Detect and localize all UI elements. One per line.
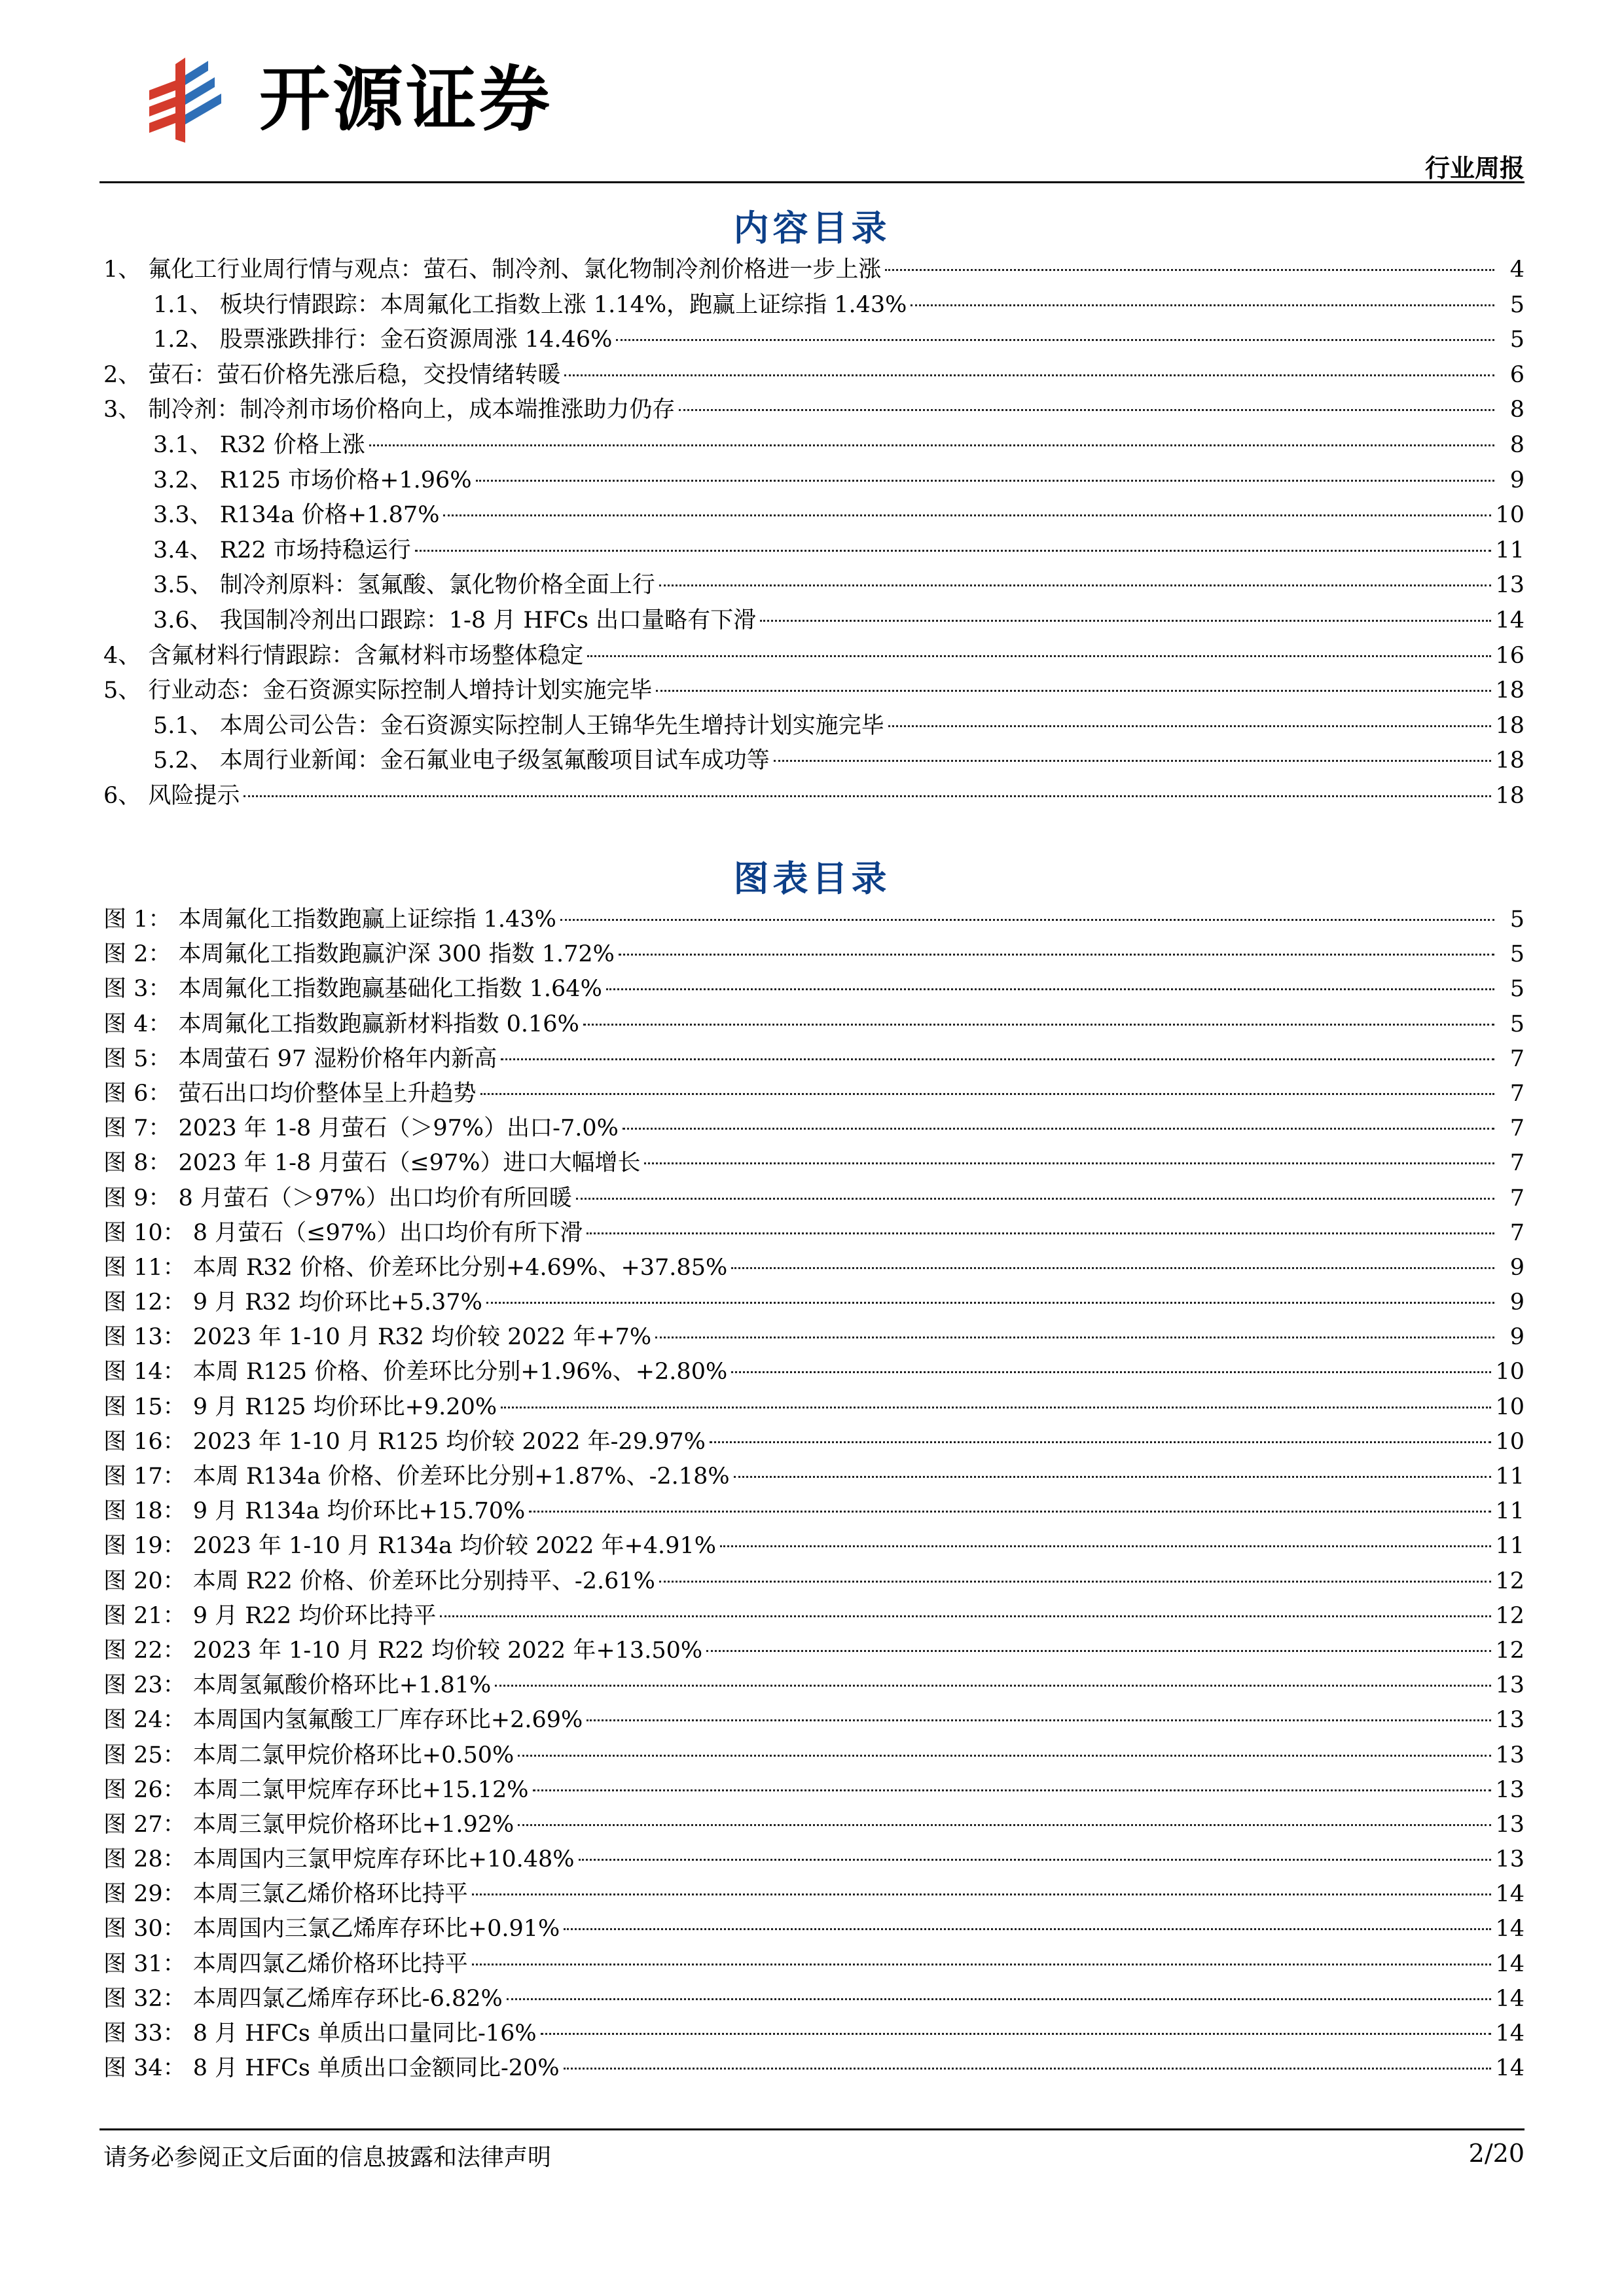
toc-entry-label: 1、 氟化工行业周行情与观点：萤石、制冷剂、氯化物制冷剂价格进一步上涨 (103, 257, 882, 283)
toc-entry-label: 6、 风险提示 (103, 782, 240, 809)
page-number: 2/20 (1468, 2139, 1525, 2168)
dot-leader (415, 550, 1492, 552)
figure-entry-label: 图 9： 8 月萤石（＞97%）出口均价有所回暖 (103, 1185, 572, 1211)
dot-leader (655, 1336, 1494, 1338)
figure-entry[interactable] (103, 903, 1525, 937)
toc-entry-page: 13 (1495, 572, 1525, 599)
dot-leader (486, 1302, 1494, 1304)
figure-entry-page: 7 (1509, 1185, 1525, 1211)
dot-leader (586, 1232, 1494, 1234)
toc-entry-label: 3.5、 制冷剂原料：氢氟酸、氯化物价格全面上行 (153, 572, 655, 599)
figure-entry-label: 图 22： 2023 年 1-10 月 R22 均价较 2022 年+13.50% (103, 1637, 703, 1664)
figure-entry-page: 7 (1509, 1115, 1525, 1142)
toc-entry[interactable] (103, 744, 1525, 779)
figure-entry[interactable] (103, 1460, 1525, 1494)
figure-entry-page: 14 (1495, 1985, 1525, 2012)
dot-leader (472, 1964, 1492, 1965)
figure-entry[interactable] (103, 1042, 1525, 1077)
figure-entry-page: 7 (1509, 1080, 1525, 1107)
figure-entry-page: 5 (1509, 1011, 1525, 1037)
figure-entry-page: 13 (1495, 1742, 1525, 1768)
toc-entry[interactable] (103, 498, 1525, 533)
figure-entry[interactable] (103, 1320, 1525, 1355)
dot-leader (734, 1476, 1492, 1478)
figure-entry-page: 9 (1509, 1324, 1525, 1351)
figure-entry-page: 14 (1495, 1881, 1525, 1908)
dot-leader (476, 480, 1494, 482)
toc-entry-label: 5.2、 本周行业新闻：金石氟业电子级氢氟酸项目试车成功等 (153, 747, 770, 774)
toc-entry-page: 18 (1495, 677, 1525, 704)
dot-leader (659, 584, 1492, 586)
disclaimer-text: 请务必参阅正文后面的信息披露和法律声明 (103, 2144, 552, 2171)
dot-leader (885, 269, 1494, 271)
figure-entry[interactable] (103, 937, 1525, 972)
figure-entry-page: 13 (1495, 1776, 1525, 1803)
figure-entry-page: 13 (1495, 1846, 1525, 1873)
toc-entry-page: 18 (1495, 747, 1525, 774)
toc-entry-page: 6 (1509, 361, 1525, 388)
figure-entry-label: 图 21： 9 月 R22 均价环比持平 (103, 1602, 437, 1629)
figure-entry-label: 图 29： 本周三氯乙烯价格环比持平 (103, 1881, 468, 1908)
figure-entry-label: 图 7： 2023 年 1-8 月萤石（＞97%）出口-7.0% (103, 1115, 619, 1142)
figure-entry-label: 图 32： 本周四氯乙烯库存环比-6.82% (103, 1985, 503, 2012)
figure-entry-page: 14 (1495, 2020, 1525, 2047)
dot-leader (564, 2068, 1492, 2070)
figure-entry-page: 13 (1495, 1672, 1525, 1699)
figure-entry-label: 图 15： 9 月 R125 均价环比+9.20% (103, 1393, 497, 1420)
toc-entry-page: 4 (1509, 257, 1525, 283)
figure-entry[interactable] (103, 1285, 1525, 1320)
dot-leader (888, 725, 1492, 727)
brand-name: 开源证券 (259, 59, 553, 141)
figure-entry-page: 13 (1495, 1811, 1525, 1838)
figure-entry-label: 图 4： 本周氟化工指数跑赢新材料指数 0.16% (103, 1011, 579, 1037)
figure-entry-page: 9 (1509, 1289, 1525, 1316)
figure-entry[interactable] (103, 2017, 1525, 2051)
toc-entry-page: 10 (1495, 502, 1525, 529)
figure-entry-label: 图 8： 2023 年 1-8 月萤石（≤97%）进口大幅增长 (103, 1150, 641, 1177)
figure-entry[interactable] (103, 1668, 1525, 1703)
figure-entry-page: 12 (1495, 1568, 1525, 1594)
dot-leader (541, 2033, 1492, 2035)
dot-leader (518, 1755, 1491, 1757)
figure-entry-label: 图 34： 8 月 HFCs 单质出口金额同比-20% (103, 2055, 560, 2082)
figure-entry[interactable] (103, 1494, 1525, 1529)
figure-entry-page: 12 (1495, 1602, 1525, 1629)
toc-entry-label: 3.2、 R125 市场价格+1.96% (153, 467, 472, 493)
figure-entry[interactable] (103, 972, 1525, 1007)
dot-leader (616, 339, 1494, 341)
figure-entry[interactable] (103, 2051, 1525, 2086)
toc-entry-label: 4、 含氟材料行情跟踪：含氟材料市场整体稳定 (103, 642, 584, 669)
toc-entry-label: 1.1、 板块行情跟踪：本周氟化工指数上涨 1.14%，跑赢上证综指 1.43% (153, 291, 907, 318)
toc-entry[interactable] (103, 603, 1525, 639)
toc-entry-page: 5 (1509, 291, 1525, 318)
dot-leader (583, 1024, 1494, 1026)
toc-entry[interactable] (103, 428, 1525, 463)
dot-leader (731, 1267, 1494, 1269)
figure-entry-page: 11 (1495, 1463, 1525, 1490)
figure-entry-label: 图 5： 本周萤石 97 湿粉价格年内新高 (103, 1045, 497, 1072)
figure-entry-label: 图 24： 本周国内氢氟酸工厂库存环比+2.69% (103, 1707, 583, 1734)
figure-entry-page: 14 (1495, 2055, 1525, 2082)
figure-entry[interactable] (103, 1564, 1525, 1599)
dot-leader (369, 444, 1494, 446)
toc-entry-label: 3.1、 R32 价格上涨 (153, 431, 365, 458)
figure-entry[interactable] (103, 1738, 1525, 1773)
figure-entry[interactable] (103, 1111, 1525, 1146)
figure-entry[interactable] (103, 1007, 1525, 1042)
figure-entry-label: 图 13： 2023 年 1-10 月 R32 均价较 2022 年+7% (103, 1324, 652, 1351)
dot-leader (679, 409, 1494, 411)
figure-entry[interactable] (103, 1181, 1525, 1216)
toc-entry-page: 8 (1509, 397, 1525, 423)
toc-entry[interactable] (103, 673, 1525, 709)
toc-entry[interactable] (103, 253, 1525, 288)
header-divider (99, 181, 1525, 183)
figure-entry-page: 10 (1495, 1359, 1525, 1386)
figure-entry[interactable] (103, 1808, 1525, 1842)
figure-entry-label: 图 16： 2023 年 1-10 月 R125 均价较 2022 年-29.97% (103, 1428, 706, 1455)
figure-entry-page: 7 (1509, 1150, 1525, 1177)
figure-entry-label: 图 18： 9 月 R134a 均价环比+15.70% (103, 1498, 526, 1525)
figure-entry-label: 图 3： 本周氟化工指数跑赢基础化工指数 1.64% (103, 976, 602, 1003)
figure-entry[interactable] (103, 1703, 1525, 1738)
figure-entry-label: 图 1： 本周氟化工指数跑赢上证综指 1.43% (103, 906, 556, 933)
figure-entry-page: 11 (1495, 1533, 1525, 1560)
toc-entry-page: 16 (1495, 642, 1525, 669)
figure-entry[interactable] (103, 1773, 1525, 1808)
figure-entry-label: 图 27： 本周三氯甲烷价格环比+1.92% (103, 1811, 514, 1838)
figure-entry[interactable] (103, 1355, 1525, 1390)
figure-entry[interactable] (103, 1842, 1525, 1877)
dot-leader (564, 1928, 1491, 1930)
dot-leader (501, 1407, 1491, 1408)
toc-entry[interactable] (103, 323, 1525, 358)
toc-entry-label: 3.3、 R134a 价格+1.87% (153, 502, 440, 529)
figure-entry-label: 图 14： 本周 R125 价格、价差环比分别+1.96%、+2.80% (103, 1359, 728, 1386)
dot-leader (579, 1859, 1492, 1861)
figure-entry-label: 图 10： 8 月萤石（≤97%）出口均价有所下滑 (103, 1219, 583, 1246)
toc-entry[interactable] (103, 288, 1525, 323)
toc-entry-page: 14 (1495, 607, 1525, 634)
figure-entry-label: 图 11： 本周 R32 价格、价差环比分别+4.69%、+37.85% (103, 1254, 728, 1281)
dot-leader (623, 1128, 1494, 1130)
dot-leader (644, 1162, 1494, 1164)
toc-entry[interactable] (103, 463, 1525, 499)
brand-logo (136, 51, 552, 149)
figure-entry-label: 图 31： 本周四氯乙烯价格环比持平 (103, 1950, 468, 1977)
dot-leader (760, 620, 1491, 622)
toc-entry[interactable] (103, 568, 1525, 603)
toc-entry-page: 8 (1509, 431, 1525, 458)
toc-entry-page: 11 (1495, 537, 1525, 564)
toc-entry-label: 3.6、 我国制冷剂出口跟踪：1-8 月 HFCs 出口量略有下滑 (153, 607, 757, 634)
figure-entry-page: 5 (1509, 976, 1525, 1003)
figure-entry-page: 7 (1509, 1045, 1525, 1072)
dot-leader (480, 1093, 1494, 1095)
figure-entry-label: 图 30： 本周国内三氯乙烯库存环比+0.91% (103, 1916, 560, 1943)
dot-leader (710, 1441, 1492, 1443)
toc-entry-label: 3、 制冷剂：制冷剂市场价格向上，成本端推涨助力仍存 (103, 397, 676, 423)
toc-entry[interactable] (103, 533, 1525, 569)
figure-entry[interactable] (103, 1146, 1525, 1181)
toc-entry-label: 1.2、 股票涨跌排行：金石资源周涨 14.46% (153, 327, 613, 353)
figures-title: 图表目录 (733, 858, 891, 899)
toc-entry-label: 5、 行业动态：金石资源实际控制人增持计划实施完毕 (103, 677, 653, 704)
toc-entry-page: 9 (1509, 467, 1525, 493)
figure-entry-page: 11 (1495, 1498, 1525, 1525)
dot-leader (440, 1615, 1491, 1617)
dot-leader (731, 1371, 1491, 1373)
toc-title: 内容目录 (733, 207, 891, 249)
toc-entry-page: 18 (1495, 712, 1525, 739)
toc-entry-label: 3.4、 R22 市场持稳运行 (153, 537, 411, 564)
figure-entry-label: 图 20： 本周 R22 价格、价差环比分别持平、-2.61% (103, 1568, 655, 1594)
figure-entry-page: 9 (1509, 1254, 1525, 1281)
dot-leader (619, 954, 1494, 956)
toc-entry-page: 5 (1509, 327, 1525, 353)
dot-leader (501, 1058, 1494, 1060)
figure-entry[interactable] (103, 1077, 1525, 1111)
figure-entry[interactable] (103, 1251, 1525, 1285)
figure-entry[interactable] (103, 1947, 1525, 1982)
figure-entry-page: 5 (1509, 906, 1525, 933)
figure-entry-page: 7 (1509, 1219, 1525, 1246)
figure-entry[interactable] (103, 1599, 1525, 1634)
figure-entry[interactable] (103, 1877, 1525, 1912)
toc-entry[interactable] (103, 393, 1525, 428)
dot-leader (720, 1545, 1491, 1547)
figure-entry[interactable] (103, 1390, 1525, 1425)
dot-leader (244, 795, 1491, 797)
dot-leader (495, 1685, 1491, 1687)
figure-entry[interactable] (103, 1634, 1525, 1668)
dot-leader (518, 1824, 1491, 1826)
figure-entry[interactable] (103, 1912, 1525, 1946)
dot-leader (533, 1789, 1492, 1791)
toc-entry[interactable] (103, 358, 1525, 393)
figure-entry-page: 12 (1495, 1637, 1525, 1664)
dot-leader (774, 760, 1492, 762)
figure-entry-label: 图 19： 2023 年 1-10 月 R134a 均价较 2022 年+4.91% (103, 1533, 716, 1560)
document-type: 行业周报 (1424, 154, 1525, 183)
figure-entry-page: 13 (1495, 1707, 1525, 1734)
dot-leader (586, 1719, 1491, 1721)
dot-leader (606, 988, 1494, 990)
figure-entry-page: 14 (1495, 1916, 1525, 1943)
dot-leader (659, 1581, 1492, 1583)
toc-entry[interactable] (103, 779, 1525, 814)
dot-leader (706, 1650, 1491, 1652)
footer-divider (99, 2128, 1525, 2130)
figure-entry-page: 5 (1509, 941, 1525, 968)
figure-entry[interactable] (103, 1425, 1525, 1460)
figure-entry[interactable] (103, 1529, 1525, 1564)
figure-entry-page: 10 (1495, 1428, 1525, 1455)
figure-entry[interactable] (103, 1216, 1525, 1251)
figure-entry[interactable] (103, 1982, 1525, 2017)
toc-entry[interactable] (103, 639, 1525, 674)
figures-list (103, 903, 1525, 2086)
dot-leader (911, 304, 1494, 306)
table-of-contents (103, 253, 1525, 814)
dot-leader (576, 1198, 1494, 1200)
figure-entry-label: 图 2： 本周氟化工指数跑赢沪深 300 指数 1.72% (103, 941, 615, 968)
dot-leader (443, 514, 1491, 516)
figure-entry-page: 10 (1495, 1393, 1525, 1420)
brand-mark-icon (136, 51, 247, 149)
toc-entry-label: 5.1、 本周公司公告：金石资源实际控制人王锦华先生增持计划实施完毕 (153, 712, 884, 739)
figure-entry-label: 图 25： 本周二氯甲烷价格环比+0.50% (103, 1742, 514, 1768)
figure-entry-page: 14 (1495, 1950, 1525, 1977)
figure-entry-label: 图 12： 9 月 R32 均价环比+5.37% (103, 1289, 482, 1316)
figure-entry-label: 图 26： 本周二氯甲烷库存环比+15.12% (103, 1776, 529, 1803)
figure-entry-label: 图 23： 本周氢氟酸价格环比+1.81% (103, 1672, 492, 1699)
dot-leader (656, 690, 1491, 692)
figure-entry-label: 图 17： 本周 R134a 价格、价差环比分别+1.87%、-2.18% (103, 1463, 730, 1490)
dot-leader (507, 1998, 1492, 2000)
figure-entry-label: 图 33： 8 月 HFCs 单质出口量同比-16% (103, 2020, 537, 2047)
figure-entry-label: 图 6： 萤石出口均价整体呈上升趋势 (103, 1080, 477, 1107)
dot-leader (587, 655, 1491, 657)
toc-entry-label: 2、 萤石：萤石价格先涨后稳，交投情绪转暖 (103, 361, 561, 388)
figure-entry-label: 图 28： 本周国内三氯甲烷库存环比+10.48% (103, 1846, 575, 1873)
dot-leader (472, 1893, 1492, 1895)
toc-entry-page: 18 (1495, 782, 1525, 809)
dot-leader (564, 374, 1494, 376)
toc-entry[interactable] (103, 709, 1525, 744)
dot-leader (529, 1511, 1491, 1513)
dot-leader (560, 919, 1494, 921)
